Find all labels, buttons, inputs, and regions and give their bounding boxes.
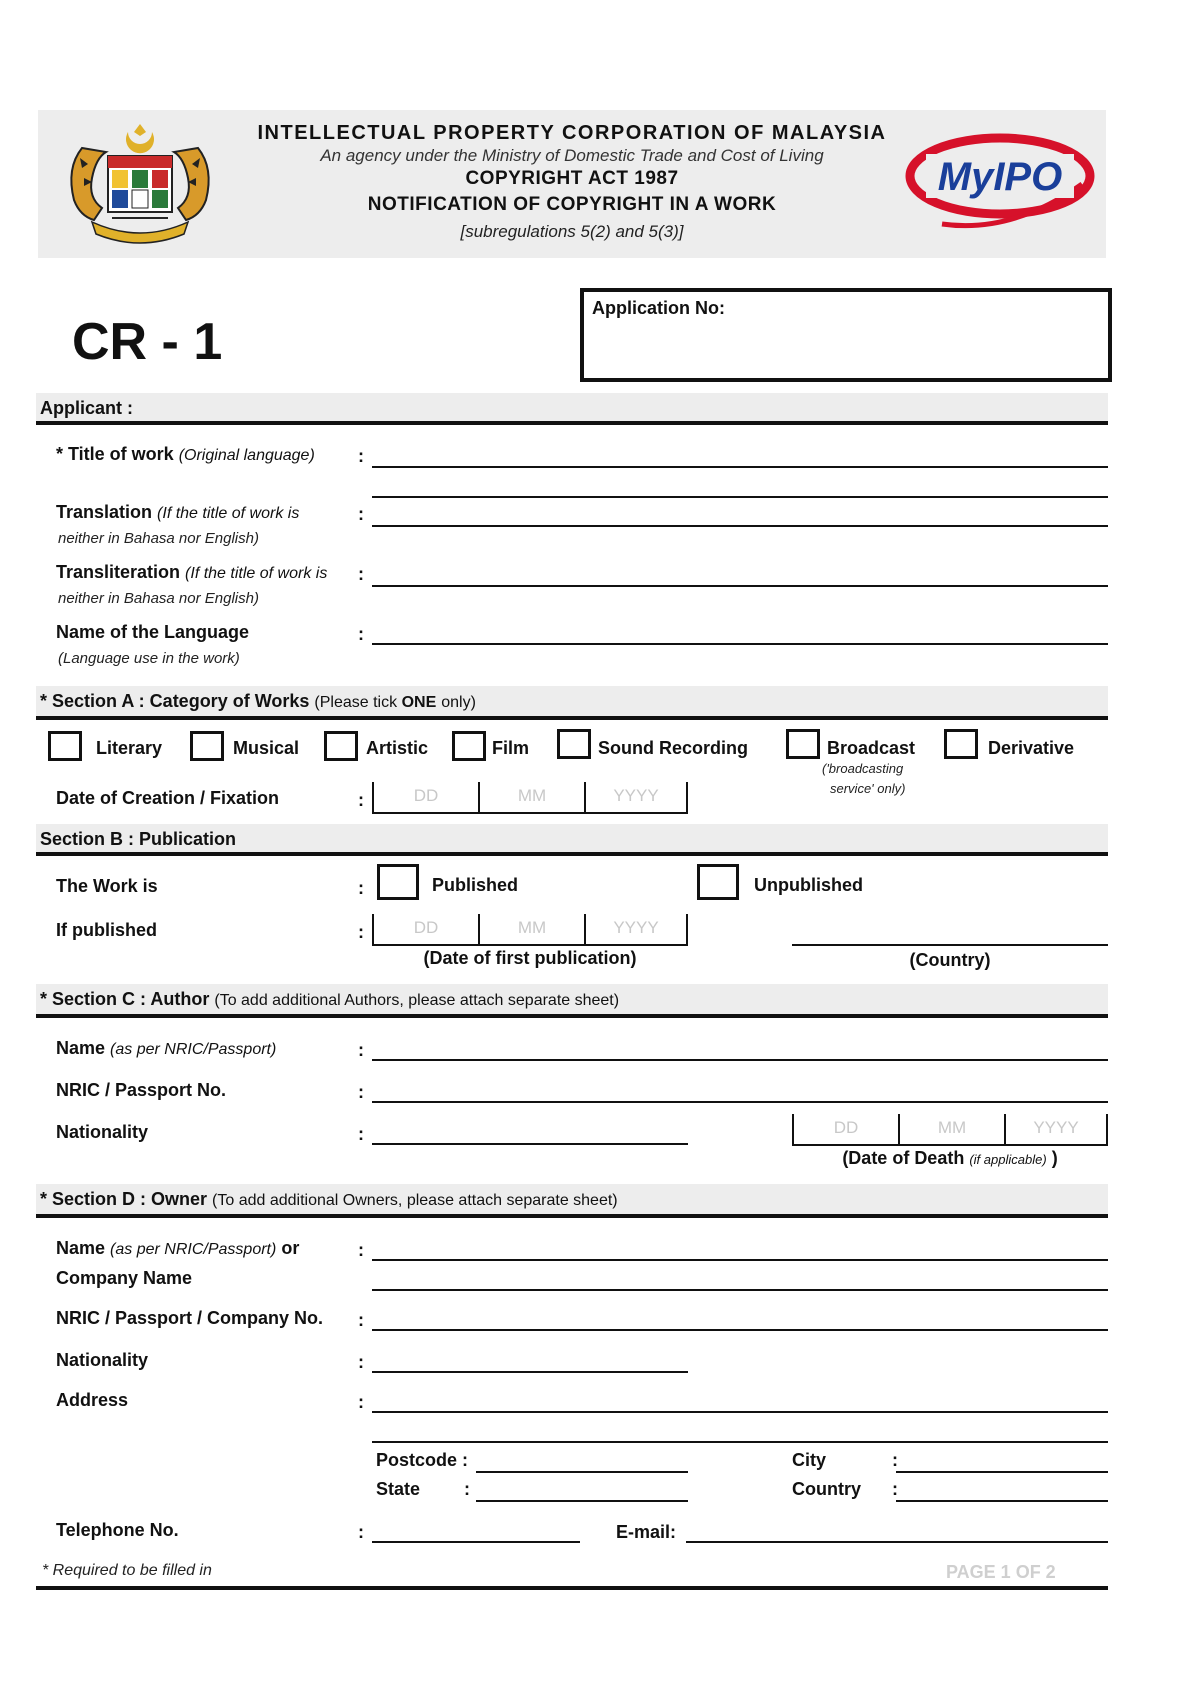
musical-checkbox[interactable] [190, 731, 224, 761]
sound-recording-checkbox[interactable] [557, 729, 591, 759]
derivative-label: Derivative [988, 738, 1075, 758]
language-note: (Language use in the work) [58, 650, 240, 667]
title-of-work-input[interactable] [372, 466, 1108, 468]
date-first-publication-field[interactable] [372, 914, 688, 946]
section-c-heading: * Section C : Author (To add additional Authors, please attach separate sheet) [40, 989, 620, 1009]
literary-checkbox[interactable] [48, 731, 82, 761]
colon: : [358, 1082, 364, 1102]
address-input[interactable] [372, 1411, 1108, 1413]
agency-line: An agency under the Ministry of Domestic Trade and Cost of Living [320, 146, 824, 165]
broadcast-label: Broadcast [827, 738, 916, 758]
transliteration-input[interactable] [372, 585, 1108, 587]
author-nationality-label: Nationality [56, 1122, 149, 1142]
transliteration-note: neither in Bahasa nor English) [58, 590, 259, 607]
applicant-heading: Applicant : [40, 398, 133, 418]
telephone-label: Telephone No. [56, 1520, 179, 1540]
mm-placeholder: MM [937, 1118, 967, 1137]
divider [36, 852, 1108, 856]
dd-placeholder: DD [413, 786, 439, 805]
date-first-publication-caption: (Date of first publication) [423, 948, 637, 968]
divider [36, 716, 1108, 720]
literary-label: Literary [96, 738, 163, 758]
colon: : [358, 624, 364, 644]
colon: : [358, 790, 364, 810]
country-input[interactable] [792, 944, 1108, 946]
country-owner-input[interactable] [896, 1500, 1108, 1502]
broadcast-checkbox[interactable] [786, 729, 820, 759]
city-label: City [792, 1450, 827, 1470]
published-label: Published [432, 875, 519, 895]
divider [36, 421, 1108, 425]
broadcast-note-2: service' only) [830, 781, 906, 796]
colon: : [358, 1310, 364, 1330]
state-label: State [376, 1479, 421, 1499]
owner-nric-label: NRIC / Passport / Company No. [56, 1308, 324, 1328]
section-a-heading: * Section A : Category of Works (Please tick ONE only) [40, 691, 476, 711]
colon: : [892, 1479, 898, 1499]
owner-nric-input[interactable] [372, 1329, 1108, 1331]
page-number: PAGE 1 OF 2 [946, 1562, 1056, 1582]
date-of-creation-field[interactable] [372, 782, 688, 814]
date-of-death-caption: (Date of Death (if applicable) ) [842, 1148, 1058, 1168]
title-of-work-label: * Title of work (Original language) [56, 444, 315, 464]
logo-text: MyIPO [937, 155, 1063, 199]
mm-placeholder: MM [517, 786, 547, 805]
author-nric-label: NRIC / Passport No. [56, 1080, 227, 1100]
state-input[interactable] [476, 1500, 688, 1502]
address-label: Address [56, 1390, 129, 1410]
colon: : [358, 504, 364, 524]
address-input-2[interactable] [372, 1441, 1108, 1443]
required-note: * Required to be filled in [42, 1562, 212, 1579]
email-input[interactable] [686, 1541, 1108, 1543]
owner-nationality-label: Nationality [56, 1350, 149, 1370]
telephone-input[interactable] [372, 1541, 580, 1543]
film-checkbox[interactable] [452, 731, 486, 761]
unpublished-label: Unpublished [754, 875, 863, 895]
header-banner [38, 110, 1106, 258]
form-code: CR - 1 [72, 313, 223, 371]
country-label: Country [792, 1479, 861, 1499]
broadcast-note-1: ('broadcasting [822, 761, 904, 776]
author-nationality-input[interactable] [372, 1143, 688, 1145]
city-input[interactable] [896, 1471, 1108, 1473]
application-no-box[interactable] [580, 288, 1112, 382]
email-label: E-mail: [616, 1522, 677, 1542]
form-title: NOTIFICATION OF COPYRIGHT IN A WORK [367, 194, 777, 215]
date-of-creation-label: Date of Creation / Fixation [56, 788, 280, 808]
film-label: Film [492, 738, 530, 758]
musical-label: Musical [233, 738, 300, 758]
regulation-ref: [subregulations 5(2) and 5(3)] [460, 222, 684, 241]
colon: : [358, 922, 364, 942]
section-b-heading: Section B : Publication [40, 829, 237, 849]
company-name-input[interactable] [372, 1289, 1108, 1291]
language-input[interactable] [372, 643, 1108, 645]
act-title: COPYRIGHT ACT 1987 [465, 168, 679, 189]
translation-input[interactable] [372, 525, 1108, 527]
artistic-label: Artistic [366, 738, 429, 758]
divider [36, 1214, 1108, 1218]
colon: : [358, 1392, 364, 1412]
colon: : [358, 878, 364, 898]
owner-name-label: Name (as per NRIC/Passport) or [56, 1238, 300, 1258]
translation-label: Translation (If the title of work is [56, 502, 300, 522]
colon: : [358, 1522, 364, 1542]
yyyy-placeholder: YYYY [613, 786, 659, 805]
translation-note: neither in Bahasa nor English) [58, 530, 259, 547]
colon: : [358, 1124, 364, 1144]
language-label: Name of the Language [56, 622, 250, 642]
work-is-label: The Work is [56, 876, 158, 896]
divider [36, 1014, 1108, 1018]
section-d-heading: * Section D : Owner (To add additional Owners, please attach separate sheet) [40, 1189, 618, 1209]
colon: : [892, 1450, 898, 1470]
country-caption: (Country) [909, 950, 991, 970]
date-of-death-field[interactable] [792, 1114, 1108, 1146]
unpublished-checkbox[interactable] [697, 864, 739, 900]
yyyy-placeholder: YYYY [1033, 1118, 1079, 1137]
mm-placeholder: MM [517, 918, 547, 937]
org-name: INTELLECTUAL PROPERTY CORPORATION OF MALAYSIA [257, 122, 887, 144]
applicant-band [36, 393, 1108, 421]
colon: : [358, 1240, 364, 1260]
colon: : [358, 1040, 364, 1060]
sound-recording-label: Sound Recording [598, 738, 748, 758]
derivative-checkbox[interactable] [944, 729, 978, 759]
if-published-label: If published [56, 920, 157, 940]
title-of-work-input-2[interactable] [372, 496, 1108, 498]
yyyy-placeholder: YYYY [613, 918, 659, 937]
colon: : [464, 1479, 470, 1499]
colon: : [358, 1352, 364, 1372]
author-name-input[interactable] [372, 1059, 1108, 1061]
company-name-label: Company Name [56, 1268, 193, 1288]
postcode-input[interactable] [476, 1471, 688, 1473]
colon: : [358, 564, 364, 584]
dd-placeholder: DD [833, 1118, 859, 1137]
footer-divider [36, 1586, 1108, 1590]
published-checkbox[interactable] [377, 864, 419, 900]
owner-name-input[interactable] [372, 1259, 1108, 1261]
application-no-label: Application No: [592, 298, 725, 318]
colon: : [358, 446, 364, 466]
postcode-label: Postcode : [376, 1450, 469, 1470]
myipo-logo-icon [902, 124, 1098, 234]
author-nric-input[interactable] [372, 1101, 1108, 1103]
author-name-label: Name (as per NRIC/Passport) [56, 1038, 277, 1058]
transliteration-label: Transliteration (If the title of work is [56, 562, 328, 582]
artistic-checkbox[interactable] [324, 731, 358, 761]
owner-nationality-input[interactable] [372, 1371, 688, 1373]
dd-placeholder: DD [413, 918, 439, 937]
